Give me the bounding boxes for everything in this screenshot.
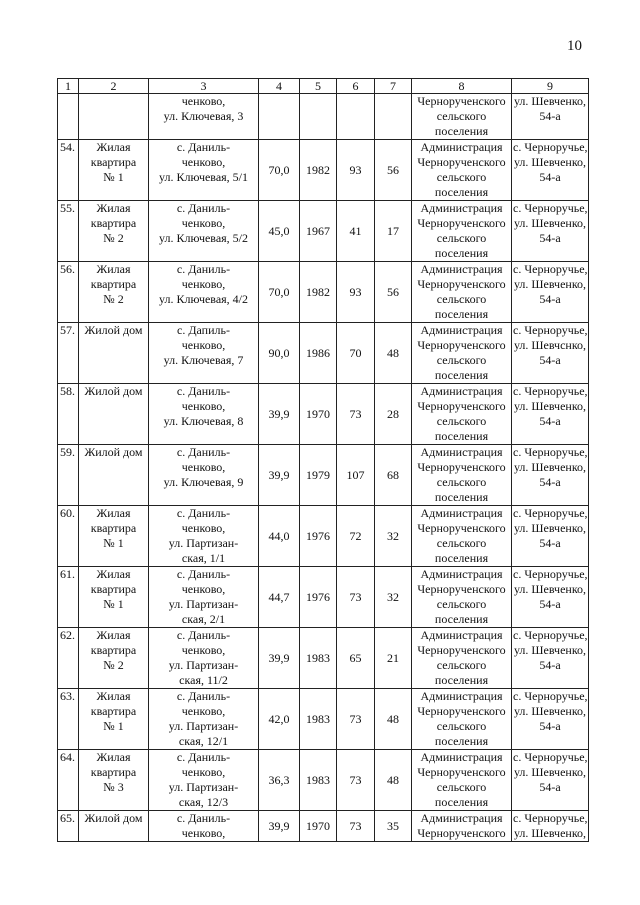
owner-address-line: ул. Шевчснко, (513, 338, 587, 352)
owner-name (412, 750, 512, 811)
table-row (58, 323, 589, 384)
owner-name-line: сельского (436, 597, 487, 611)
owner-address (512, 811, 589, 842)
object-location-line: ченково, (181, 399, 226, 413)
registry-body (58, 79, 589, 842)
object-name (79, 94, 149, 140)
owner-name-line: Чернорученского (417, 765, 506, 779)
object-location-line: ская, 12/1 (178, 734, 229, 748)
object-location-line: ченково, (181, 338, 226, 352)
owner-name (412, 201, 512, 262)
object-name-line: Жилой дом (84, 445, 143, 459)
owner-name-line: поселения (434, 124, 489, 138)
object-name-line: Жилой дом (84, 811, 143, 825)
owner-name-line: поселения (434, 673, 489, 687)
owner-address-line: ул. Шевченко, (513, 277, 587, 291)
object-location-line: ская, 11/2 (179, 673, 228, 687)
owner-name (412, 567, 512, 628)
column-6-value: 73 (337, 567, 375, 628)
year-value: 1970 (300, 811, 337, 842)
object-location-line: с. Даниль- (176, 750, 231, 764)
area-value: 45,0 (259, 201, 300, 262)
column-7-value: 68 (375, 445, 412, 506)
owner-name-line: Чернорученского (417, 582, 506, 596)
owner-address-line: 54-а (539, 292, 561, 306)
object-location-line: ская, 1/1 (181, 551, 226, 565)
object-name-line: Жилая (96, 262, 131, 276)
owner-name-line: сельского (436, 780, 487, 794)
area-value: 36,3 (259, 750, 300, 811)
object-name-line: квартира (90, 582, 137, 596)
object-name-line: Жилая (96, 567, 131, 581)
object-location (149, 750, 259, 811)
row-number: 63. (58, 689, 79, 750)
owner-address (512, 140, 589, 201)
owner-address-line: ул. Шевченко, (513, 765, 587, 779)
area-value: 44,7 (259, 567, 300, 628)
table-row (58, 262, 589, 323)
owner-name-line: Чернорученского (417, 338, 506, 352)
object-name (79, 628, 149, 689)
owner-address-line: 54-а (539, 475, 561, 489)
object-location-line: с. Дапиль- (177, 323, 230, 337)
table-row (58, 201, 589, 262)
object-name-line: квартира (90, 704, 137, 718)
object-name (79, 811, 149, 842)
owner-name-line: сельского (436, 658, 487, 672)
area-value: 39,9 (259, 384, 300, 445)
object-location-line: ул. Ключевая, 8 (163, 414, 244, 428)
year-value: 1983 (300, 689, 337, 750)
owner-address (512, 567, 589, 628)
object-location-line: ская, 2/1 (181, 612, 226, 626)
year-value: 1979 (300, 445, 337, 506)
owner-name-line: Чернорученского (417, 643, 506, 657)
column-6-value: 72 (337, 506, 375, 567)
object-name (79, 262, 149, 323)
owner-address-line: ул. Шевченко, (513, 460, 587, 474)
column-6-value (337, 94, 375, 140)
column-7-value: 48 (375, 323, 412, 384)
table-row (58, 689, 589, 750)
table-row (58, 628, 589, 689)
owner-name-line: Администрация (420, 323, 503, 337)
object-name (79, 750, 149, 811)
owner-address (512, 445, 589, 506)
owner-address-line: ул. Шевченко, (513, 94, 587, 108)
owner-name-line: поселения (434, 490, 489, 504)
owner-address-line: 54-а (539, 353, 561, 367)
row-number: 57. (58, 323, 79, 384)
area-value: 70,0 (259, 140, 300, 201)
object-location-line: ул. Ключевая, 4/2 (158, 292, 248, 306)
owner-name-line: Администрация (420, 384, 503, 398)
year-value (300, 94, 337, 140)
owner-name-line: поселения (434, 429, 489, 443)
owner-address-line: 54-а (539, 719, 561, 733)
owner-address-line: с. Черноручье, (513, 262, 588, 276)
column-number: 3 (149, 79, 259, 94)
column-number-row (58, 79, 589, 94)
object-name-line: Жилая (96, 628, 131, 642)
object-name-line: № 1 (103, 719, 124, 733)
column-6-value: 107 (337, 445, 375, 506)
owner-name (412, 811, 512, 842)
object-location (149, 262, 259, 323)
table-row (58, 140, 589, 201)
object-location-line: ченково, (181, 277, 226, 291)
row-number: 60. (58, 506, 79, 567)
row-number: 56. (58, 262, 79, 323)
owner-name-line: Чернорученского (417, 704, 506, 718)
owner-name-line: сельского (436, 231, 487, 245)
object-location-line: ченково, (181, 155, 226, 169)
column-6-value: 70 (337, 323, 375, 384)
object-location (149, 384, 259, 445)
object-location-line: с. Даниль- (176, 506, 231, 520)
column-7-value: 48 (375, 689, 412, 750)
owner-name-line: Чернорученского (417, 460, 506, 474)
object-location-line: с. Даниль- (176, 201, 231, 215)
object-name-line: Жилая (96, 140, 131, 154)
area-value: 70,0 (259, 262, 300, 323)
table-row (58, 750, 589, 811)
object-location-line: ул. Ключевая, 9 (163, 475, 244, 489)
owner-name-line: поселения (434, 612, 489, 626)
owner-name-line: поселения (434, 734, 489, 748)
owner-name-line: Администрация (420, 201, 503, 215)
object-location-line: с. Даниль- (176, 445, 231, 459)
column-6-value: 93 (337, 140, 375, 201)
year-value: 1976 (300, 506, 337, 567)
object-location (149, 323, 259, 384)
column-7-value: 35 (375, 811, 412, 842)
column-number: 6 (337, 79, 375, 94)
owner-address-line: ул. Шевченко, (513, 399, 587, 413)
object-location-line: ченково, (181, 460, 226, 474)
owner-address-line: ул. Шевченко, (513, 521, 587, 535)
row-number: 65. (58, 811, 79, 842)
owner-name (412, 445, 512, 506)
object-name (79, 506, 149, 567)
column-6-value: 73 (337, 811, 375, 842)
object-location-line: ул. Партизан- (168, 780, 239, 794)
owner-name-line: поселения (434, 307, 489, 321)
column-7-value: 21 (375, 628, 412, 689)
owner-address (512, 384, 589, 445)
row-number: 55. (58, 201, 79, 262)
object-name-line: Жилой дом (84, 323, 143, 337)
object-name-line: квартира (90, 643, 137, 657)
object-location-line: с. Даниль- (176, 811, 231, 825)
owner-address-line: с. Черноручье, (513, 323, 588, 337)
year-value: 1983 (300, 628, 337, 689)
object-location-line: с. Даниль- (176, 140, 231, 154)
year-value: 1976 (300, 567, 337, 628)
object-location-line: ул. Ключевая, 3 (163, 109, 244, 123)
owner-address-line: ул. Шевченко, (513, 826, 587, 840)
object-location-line: ченково, (181, 765, 226, 779)
area-value: 39,9 (259, 628, 300, 689)
object-name (79, 140, 149, 201)
owner-name-line: сельского (436, 536, 487, 550)
year-value: 1986 (300, 323, 337, 384)
column-6-value: 93 (337, 262, 375, 323)
owner-name-line: Администрация (420, 262, 503, 276)
owner-name (412, 384, 512, 445)
object-name-line: № 2 (103, 292, 124, 306)
owner-address (512, 506, 589, 567)
row-number: 61. (58, 567, 79, 628)
owner-address-line: с. Черноручье, (513, 689, 588, 703)
object-name-line: № 3 (103, 780, 124, 794)
owner-name-line: поселения (434, 551, 489, 565)
owner-name-line: Чернорученского (417, 277, 506, 291)
owner-name-line: Чернорученского (417, 521, 506, 535)
column-7-value: 32 (375, 567, 412, 628)
owner-name-line: сельского (436, 414, 487, 428)
owner-address (512, 689, 589, 750)
owner-name (412, 94, 512, 140)
area-value: 39,9 (259, 445, 300, 506)
owner-name-line: Администрация (420, 445, 503, 459)
object-name-line: квартира (90, 155, 137, 169)
column-number: 1 (58, 79, 79, 94)
owner-name-line: сельского (436, 170, 487, 184)
owner-address-line: 54-а (539, 780, 561, 794)
owner-address-line: с. Черноручье, (513, 445, 588, 459)
object-location (149, 94, 259, 140)
owner-name-line: сельского (436, 292, 487, 306)
area-value: 90,0 (259, 323, 300, 384)
object-location (149, 506, 259, 567)
object-name-line: квартира (90, 277, 137, 291)
owner-name (412, 262, 512, 323)
object-name-line: Жилая (96, 750, 131, 764)
area-value: 44,0 (259, 506, 300, 567)
owner-name-line: Чернорученского (417, 399, 506, 413)
owner-name-line: сельского (436, 719, 487, 733)
column-7-value: 56 (375, 262, 412, 323)
object-location-line: ченково, (181, 94, 226, 108)
object-name (79, 567, 149, 628)
owner-address-line: 54-а (539, 170, 561, 184)
object-location-line: с. Даниль- (176, 689, 231, 703)
object-name-line: № 2 (103, 231, 124, 245)
owner-address-line: ул. Шевченко, (513, 582, 587, 596)
object-location (149, 567, 259, 628)
object-location-line: ул. Партизан- (168, 597, 239, 611)
object-location (149, 445, 259, 506)
object-location-line: с. Даниль- (176, 628, 231, 642)
object-name (79, 323, 149, 384)
column-7-value (375, 94, 412, 140)
owner-name-line: Администрация (420, 628, 503, 642)
owner-name-line: поселения (434, 185, 489, 199)
object-location (149, 201, 259, 262)
owner-address (512, 201, 589, 262)
owner-address-line: 54-а (539, 597, 561, 611)
owner-address-line: 54-а (539, 658, 561, 672)
owner-name (412, 140, 512, 201)
object-name-line: № 1 (103, 597, 124, 611)
owner-name-line: Администрация (420, 689, 503, 703)
property-registry-table (57, 78, 589, 842)
object-location (149, 140, 259, 201)
owner-name-line: Чернорученского (417, 216, 506, 230)
owner-address-line: с. Черноручье, (513, 201, 588, 215)
object-name (79, 384, 149, 445)
owner-name-line: поселения (434, 795, 489, 809)
year-value: 1982 (300, 262, 337, 323)
object-location-line: ул. Ключевая, 5/1 (158, 170, 248, 184)
object-location-line: ская, 12/3 (178, 795, 229, 809)
area-value: 42,0 (259, 689, 300, 750)
column-6-value: 73 (337, 384, 375, 445)
column-7-value: 28 (375, 384, 412, 445)
object-location-line: ул. Ключевая, 7 (163, 353, 244, 367)
owner-address-line: с. Черноручье, (513, 384, 588, 398)
owner-name-line: Администрация (420, 750, 503, 764)
object-name-line: № 1 (103, 170, 124, 184)
owner-address-line: 54-а (539, 231, 561, 245)
owner-name (412, 323, 512, 384)
row-number: 58. (58, 384, 79, 445)
owner-address-line: ул. Шевченко, (513, 643, 587, 657)
object-location-line: ченково, (181, 704, 226, 718)
owner-address (512, 262, 589, 323)
table-row (58, 445, 589, 506)
object-location-line: ченково, (181, 643, 226, 657)
table-row (58, 94, 589, 140)
object-name-line: квартира (90, 216, 137, 230)
object-location-line: с. Даниль- (176, 262, 231, 276)
column-6-value: 73 (337, 750, 375, 811)
owner-name-line: поселения (434, 368, 489, 382)
owner-address-line: с. Черноручье, (513, 811, 588, 825)
owner-address (512, 628, 589, 689)
owner-name (412, 506, 512, 567)
table-row (58, 811, 589, 842)
column-6-value: 65 (337, 628, 375, 689)
owner-address-line: с. Черноручье, (513, 567, 588, 581)
object-name (79, 201, 149, 262)
object-location-line: с. Даниль- (176, 384, 231, 398)
column-6-value: 41 (337, 201, 375, 262)
object-name-line: № 1 (103, 536, 124, 550)
owner-address-line: 54-а (539, 414, 561, 428)
owner-address-line: ул. Шевченко, (513, 155, 587, 169)
object-location-line: ул. Партизан- (168, 536, 239, 550)
column-7-value: 48 (375, 750, 412, 811)
owner-address-line: 54-а (539, 536, 561, 550)
column-7-value: 17 (375, 201, 412, 262)
object-name-line: Жилая (96, 689, 131, 703)
owner-name-line: Администрация (420, 567, 503, 581)
owner-address-line: ул. Шевченко, (513, 704, 587, 718)
object-name-line: квартира (90, 765, 137, 779)
object-location-line: ул. Партизан- (168, 658, 239, 672)
object-location (149, 628, 259, 689)
owner-address-line: ул. Шевченко, (513, 216, 587, 230)
owner-address-line: 54-а (539, 109, 561, 123)
object-location-line: ченково, (181, 582, 226, 596)
column-number: 2 (79, 79, 149, 94)
object-name-line: Жилая (96, 201, 131, 215)
object-name (79, 689, 149, 750)
owner-address-line: с. Черноручье, (513, 628, 588, 642)
year-value: 1967 (300, 201, 337, 262)
owner-name-line: Чернорученского (417, 155, 506, 169)
object-location-line: с. Даниль- (176, 567, 231, 581)
owner-name-line: Чернорученского (417, 826, 506, 840)
owner-address-line: с. Черноручье, (513, 750, 588, 764)
owner-name-line: поселения (434, 246, 489, 260)
area-value: 39,9 (259, 811, 300, 842)
owner-address-line: с. Черноручье, (513, 140, 588, 154)
owner-name-line: Чернорученского (417, 94, 506, 108)
object-location (149, 811, 259, 842)
column-7-value: 32 (375, 506, 412, 567)
column-number: 7 (375, 79, 412, 94)
owner-address-line: с. Черноручье, (513, 506, 588, 520)
column-number: 4 (259, 79, 300, 94)
object-location-line: ул. Ключевая, 5/2 (158, 231, 248, 245)
row-number (58, 94, 79, 140)
row-number: 62. (58, 628, 79, 689)
column-number: 5 (300, 79, 337, 94)
owner-name-line: Администрация (420, 506, 503, 520)
owner-address (512, 323, 589, 384)
object-location-line: ченково, (181, 826, 226, 840)
owner-address (512, 94, 589, 140)
object-location-line: ул. Партизан- (168, 719, 239, 733)
object-location-line: ченково, (181, 216, 226, 230)
row-number: 64. (58, 750, 79, 811)
row-number: 54. (58, 140, 79, 201)
year-value: 1970 (300, 384, 337, 445)
object-name (79, 445, 149, 506)
object-name-line: № 2 (103, 658, 124, 672)
year-value: 1983 (300, 750, 337, 811)
owner-name-line: сельского (436, 109, 487, 123)
table-row (58, 506, 589, 567)
year-value: 1982 (300, 140, 337, 201)
column-7-value: 56 (375, 140, 412, 201)
object-location (149, 689, 259, 750)
object-name-line: Жилой дом (84, 384, 143, 398)
owner-name-line: сельского (436, 475, 487, 489)
owner-address (512, 750, 589, 811)
owner-name (412, 689, 512, 750)
area-value (259, 94, 300, 140)
column-number: 8 (412, 79, 512, 94)
owner-name-line: Администрация (420, 140, 503, 154)
owner-name (412, 628, 512, 689)
row-number: 59. (58, 445, 79, 506)
table-row (58, 567, 589, 628)
column-6-value: 73 (337, 689, 375, 750)
object-name-line: Жилая (96, 506, 131, 520)
owner-name-line: Администрация (420, 811, 503, 825)
object-name-line: квартира (90, 521, 137, 535)
page-number: 10 (567, 38, 582, 54)
owner-name-line: сельского (436, 353, 487, 367)
object-location-line: ченково, (181, 521, 226, 535)
column-number: 9 (512, 79, 589, 94)
table-row (58, 384, 589, 445)
